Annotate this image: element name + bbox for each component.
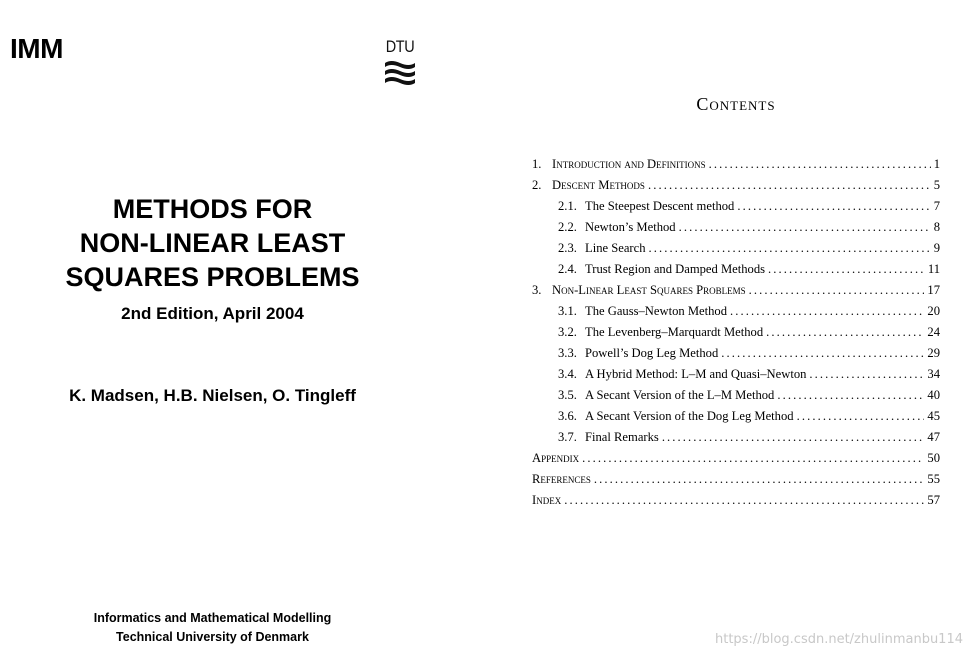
toc-entry-page: 50 xyxy=(927,451,940,465)
book-title-line: NON-LINEAR LEAST xyxy=(79,228,346,258)
toc-entry[interactable] xyxy=(532,220,940,241)
toc-entry[interactable] xyxy=(532,367,940,388)
toc-entry-number: 3.7. xyxy=(558,430,577,444)
edition-line: 2nd Edition, April 2004 xyxy=(121,304,304,323)
toc-entry-title: A Secant Version of the L–M Method xyxy=(585,388,775,402)
toc-entry[interactable] xyxy=(532,157,940,178)
toc-entry-number: 2.1. xyxy=(558,199,577,213)
toc-entry-page: 29 xyxy=(927,346,940,360)
toc-entry-title: References xyxy=(532,472,591,486)
toc-leader-dots xyxy=(709,157,931,172)
toc-entry-title: Non-Linear Least Squares Problems xyxy=(552,283,746,297)
toc-entry-number: 2.4. xyxy=(558,262,577,276)
toc-entry[interactable] xyxy=(532,304,940,325)
toc-entry-title: The Levenberg–Marquardt Method xyxy=(585,325,764,339)
toc-entry[interactable] xyxy=(532,388,940,409)
toc-entry-page: 34 xyxy=(927,367,940,381)
watermark-text: https://blog.csdn.net/zhulinmanbu114 xyxy=(715,632,963,647)
toc-entry-title: Introduction and Definitions xyxy=(552,157,706,171)
toc-leader-dots xyxy=(777,388,924,403)
imm-logo: IMM xyxy=(10,33,63,64)
toc-leader-dots xyxy=(662,430,925,445)
toc-entry-title: The Gauss–Newton Method xyxy=(585,304,728,318)
book-title xyxy=(0,192,425,294)
toc-leader-dots xyxy=(648,178,931,193)
dtu-logo-text: DTU xyxy=(385,37,415,56)
toc-leader-dots xyxy=(809,367,924,382)
toc-entry-page: 1 xyxy=(933,157,940,171)
toc-leader-dots xyxy=(679,220,931,235)
toc-entry-title: A Secant Version of the Dog Leg Method xyxy=(585,409,794,423)
toc-entry-title: Powell’s Dog Leg Method xyxy=(585,346,719,360)
table-of-contents xyxy=(532,157,940,514)
toc-entry-page: 5 xyxy=(933,178,940,192)
institution-block xyxy=(0,609,425,647)
toc-entry-title: Final Remarks xyxy=(585,430,659,444)
toc-leader-dots xyxy=(564,493,924,508)
toc-leader-dots xyxy=(721,346,924,361)
toc-leader-dots xyxy=(649,241,931,256)
toc-entry[interactable] xyxy=(532,283,940,304)
toc-entry-number: 3.5. xyxy=(558,388,577,402)
toc-entry-number: 3.3. xyxy=(558,346,577,360)
toc-entry[interactable] xyxy=(532,472,940,493)
toc-entry-page: 11 xyxy=(927,262,940,276)
toc-entry-title: The Steepest Descent method xyxy=(585,199,735,213)
toc-entry[interactable] xyxy=(532,325,940,346)
toc-entry-page: 55 xyxy=(927,472,940,486)
toc-leader-dots xyxy=(582,451,924,466)
toc-entry-page: 20 xyxy=(927,304,940,318)
toc-entry-title: Index xyxy=(532,493,562,507)
toc-leader-dots xyxy=(594,472,924,487)
toc-entry-page: 47 xyxy=(927,430,940,444)
toc-entry-number: 3. xyxy=(532,283,542,297)
toc-entry-title: Trust Region and Damped Methods xyxy=(585,262,766,276)
toc-leader-dots xyxy=(737,199,930,214)
toc-entry-number: 2.2. xyxy=(558,220,577,234)
toc-entry-page: 57 xyxy=(927,493,940,507)
toc-entry[interactable] xyxy=(532,262,940,283)
toc-entry[interactable] xyxy=(532,493,940,514)
toc-entry-title: Newton’s Method xyxy=(585,220,676,234)
toc-entry[interactable] xyxy=(532,409,940,430)
toc-entry-number: 1. xyxy=(532,157,542,171)
toc-entry-title: Descent Methods xyxy=(552,178,645,192)
dtu-waves-icon xyxy=(383,59,417,87)
toc-leader-dots xyxy=(768,262,925,277)
toc-leader-dots xyxy=(797,409,925,424)
toc-entry-page: 24 xyxy=(927,325,940,339)
toc-entry-number: 3.2. xyxy=(558,325,577,339)
toc-entry[interactable] xyxy=(532,178,940,199)
toc-entry-title: A Hybrid Method: L–M and Quasi–Newton xyxy=(585,367,807,381)
toc-entry-page: 7 xyxy=(933,199,940,213)
book-title-line: METHODS FOR xyxy=(112,194,313,224)
toc-entry[interactable] xyxy=(532,199,940,220)
institution-line: Informatics and Mathematical Modelling xyxy=(93,611,332,625)
book-title-line: SQUARES PROBLEMS xyxy=(65,262,360,292)
toc-entry-number: 3.1. xyxy=(558,304,577,318)
toc-entry[interactable] xyxy=(532,451,940,472)
toc-entry-number: 2. xyxy=(532,178,542,192)
toc-entry-title: Appendix xyxy=(532,451,580,465)
toc-entry[interactable] xyxy=(532,241,940,262)
toc-leader-dots xyxy=(730,304,924,319)
contents-heading: Contents xyxy=(696,94,776,114)
toc-leader-dots xyxy=(749,283,925,298)
institution-line: Technical University of Denmark xyxy=(116,630,309,644)
toc-entry-page: 40 xyxy=(927,388,940,402)
toc-leader-dots xyxy=(766,325,924,340)
toc-entry-title: Line Search xyxy=(585,241,646,255)
toc-entry[interactable] xyxy=(532,346,940,367)
dtu-logo xyxy=(380,38,420,92)
authors-line: K. Madsen, H.B. Nielsen, O. Tingleff xyxy=(69,386,356,405)
toc-entry-number: 2.3. xyxy=(558,241,577,255)
toc-entry-number: 3.4. xyxy=(558,367,577,381)
toc-entry-page: 45 xyxy=(927,409,940,423)
toc-entry[interactable] xyxy=(532,430,940,451)
toc-entry-number: 3.6. xyxy=(558,409,577,423)
toc-entry-page: 8 xyxy=(933,220,940,234)
toc-entry-page: 9 xyxy=(933,241,940,255)
toc-entry-page: 17 xyxy=(927,283,940,297)
